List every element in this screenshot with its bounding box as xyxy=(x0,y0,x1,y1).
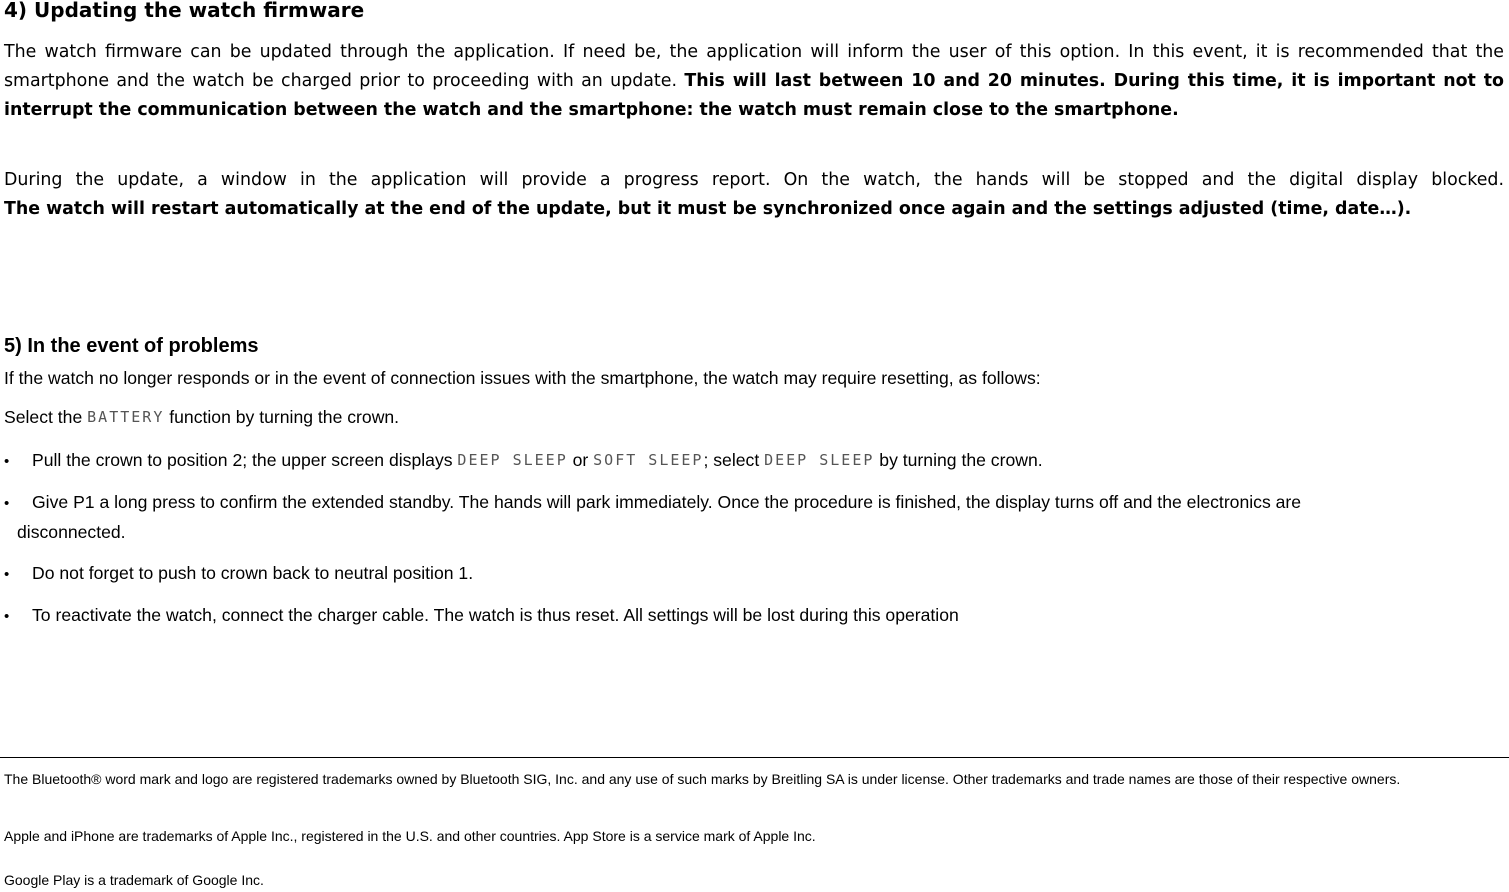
bullet-4-text: To reactivate the watch, connect the charger cable. The watch is thus reset. All settings will be lost during this operation xyxy=(32,605,959,625)
bullet-icon: • xyxy=(4,495,10,512)
paragraph-1-text: The watch firmware can be updated through the application. If need be, the application will inform the user of this option. In this event, it is recommended that the smartphone and the watch be charged prior to proceeding with an update. xyxy=(4,42,1504,91)
footer-divider xyxy=(0,757,1509,758)
paragraph-1-bold-warning: This will last between 10 and 20 minutes. During this time, it is important not to interrupt the communication between the watch and the smartphone: the watch must remain close to the smartphone. xyxy=(4,71,1505,120)
lcd-deep-sleep-text: DEEP SLEEP xyxy=(457,451,568,469)
lcd-soft-sleep-text: SOFT SLEEP xyxy=(593,451,704,469)
footer-trademark-bluetooth: The Bluetooth® word mark and logo are registered trademarks owned by Bluetooth SIG, Inc. and any use of such marks by Breitling SA is under license. Other trademarks and trade names are those of their respective owners. xyxy=(4,771,1401,787)
select-suffix: function by turning the crown. xyxy=(164,407,400,427)
footer-trademark-google: Google Play is a trademark of Google Inc. xyxy=(4,872,264,888)
section-5-intro: If the watch no longer responds or in the event of connection issues with the smartphone, the watch may require resetting, as follows: xyxy=(4,368,1041,388)
paragraph-2-text: During the update, a window in the application will provide a progress report. On the watch, the hands will be stopped and the digital display blocked. xyxy=(4,170,1504,190)
bullet-icon: • xyxy=(4,566,10,583)
section-5-title: 5) In the event of problems xyxy=(4,335,259,357)
list-item xyxy=(4,488,1504,546)
section-4-paragraph-1 xyxy=(4,38,1504,125)
bullet-1-text-d: by turning the crown. xyxy=(874,450,1043,470)
bullet-icon: • xyxy=(4,453,10,470)
select-prefix: Select the xyxy=(4,407,88,427)
bullet-1-text-a: Pull the crown to position 2; the upper screen displays xyxy=(32,450,458,470)
section-4-title: 4) Updating the watch firmware xyxy=(4,0,365,22)
list-item xyxy=(4,446,1504,476)
list-item xyxy=(4,601,1504,631)
bullet-1-text-b: or xyxy=(567,450,594,470)
bullet-3-text: Do not forget to push to crown back to neutral position 1. xyxy=(32,563,474,583)
bullet-1-text-c: ; select xyxy=(703,450,765,470)
select-battery-instruction xyxy=(4,403,399,431)
section-4-paragraph-2 xyxy=(4,166,1504,224)
bullet-icon: • xyxy=(4,608,10,625)
lcd-deep-sleep-text-2: DEEP SLEEP xyxy=(764,451,875,469)
bullet-2-line-2: disconnected. xyxy=(17,522,126,542)
lcd-battery-display-text: BATTERY xyxy=(87,408,165,426)
bullet-2-line-1: Give P1 a long press to confirm the extended standby. The hands will park immediately. Once the procedure is finished, the display turns off and the electronics are xyxy=(32,492,1302,512)
list-item xyxy=(4,559,1504,589)
footer-trademark-apple: Apple and iPhone are trademarks of Apple Inc., registered in the U.S. and other countries. App Store is a service mark of Apple Inc. xyxy=(4,828,816,844)
paragraph-2-bold-note: The watch will restart automatically at the end of the update, but it must be synchronized once again and the settings adjusted (time, date…). xyxy=(4,199,1412,219)
